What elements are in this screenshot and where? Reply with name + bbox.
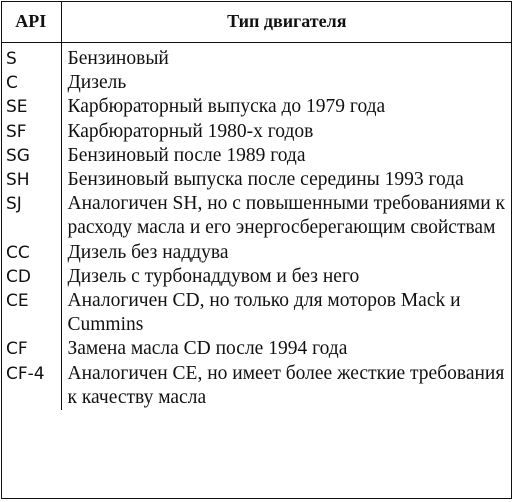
table-row (1, 168, 512, 192)
api-code: C (1, 71, 61, 95)
header-engine-type: Тип двигателя (61, 1, 512, 43)
engine-description: Бензиновый (67, 48, 169, 69)
api-code: CF-4 (1, 362, 61, 410)
engine-description: Дизель (67, 72, 127, 94)
engine-description: Бензиновый выпуска после середины 1993 года (67, 169, 464, 191)
engine-description: Аналогичен CE, но имеет более жесткие требования к качеству масла (67, 362, 505, 408)
api-code: SJ (1, 192, 61, 240)
table-row (1, 43, 512, 72)
engine-description: Аналогичен SH, но с повышенными требованиями к расходу масла и его энергосберегающим свойствам (67, 193, 505, 239)
table-row (1, 120, 512, 144)
engine-description: Дизель без наддува (67, 241, 229, 263)
table-row (1, 362, 512, 410)
api-code: S (1, 43, 61, 72)
engine-description: Аналогичен CD, но только для моторов Mack и Cummins (67, 290, 461, 336)
engine-description: Замена масла CD после 1994 года (67, 338, 348, 360)
table-row (1, 192, 512, 240)
api-engine-table (1, 1, 512, 410)
engine-description: Карбюраторный выпуска до 1979 года (67, 96, 386, 118)
table-row (1, 265, 512, 289)
api-code: SG (1, 144, 61, 168)
table-row (1, 95, 512, 119)
table-row (1, 144, 512, 168)
api-code: SH (1, 168, 61, 192)
engine-description: Дизель с турбонаддувом и без него (67, 265, 360, 287)
api-code: CF (1, 337, 61, 361)
table-header-row (1, 1, 512, 43)
table-row (1, 241, 512, 265)
engine-description: Бензиновый после 1989 года (67, 144, 306, 166)
api-code: CE (1, 289, 61, 337)
table-row (1, 71, 512, 95)
engine-description: Карбюраторный 1980-х годов (67, 120, 314, 142)
api-code: CC (1, 241, 61, 265)
table-row (1, 337, 512, 361)
api-code: SF (1, 120, 61, 144)
api-code: CD (1, 265, 61, 289)
header-api: API (1, 1, 61, 43)
table-row (1, 289, 512, 337)
api-code: SE (1, 95, 61, 119)
